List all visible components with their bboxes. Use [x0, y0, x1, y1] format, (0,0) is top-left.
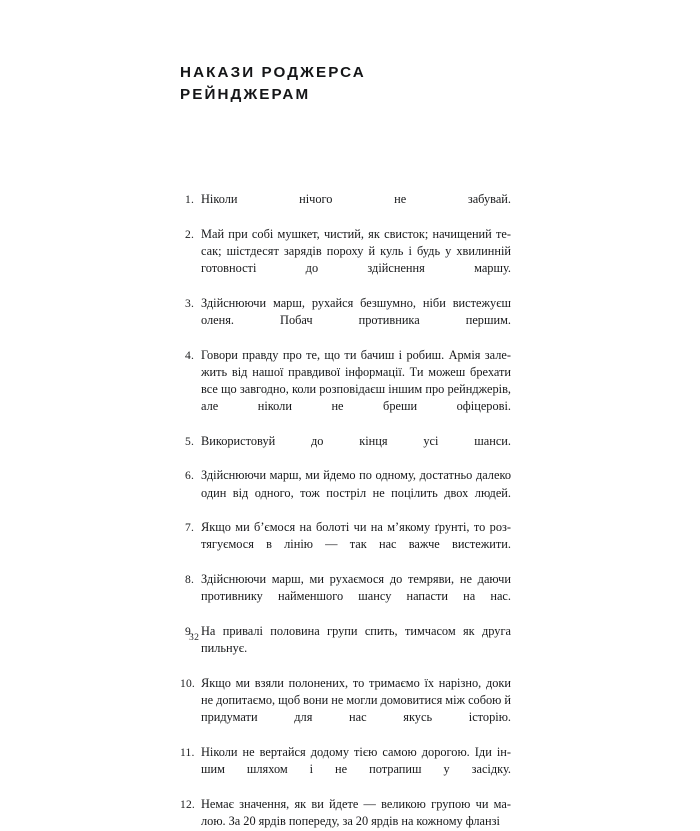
- list-item-text: Ніколи нічого не забувай.: [201, 192, 511, 206]
- page-title-line-1: НАКАЗИ РОДЖЕРСА: [180, 64, 366, 81]
- page-title: [180, 62, 560, 105]
- list-item-text: Немає значення, як ви йдете — великою групою чи малою. За 20 ярдів попереду, за 20 ярдів на кожному фланзі: [201, 796, 511, 828]
- list-item-text: Використовуй до кінця усі шанси.: [201, 433, 511, 448]
- list-item: [180, 467, 511, 518]
- list-item-text: Говори правду про те, що ти бачиш і робиш. Армія залежить від нашої правдивої інформації. Ти можеш брехати все що завгодно, коли розповідаєш іншим про рейнджерів, але ніколи не бреши офіцерові.: [201, 347, 511, 413]
- list-item-number: 6.: [185, 469, 194, 483]
- list-item-text: Ніколи не вертайся додому тією самою дорогою. Іди іншим шляхом і не потрапиш у засідку.: [201, 744, 511, 777]
- list-item: [180, 191, 511, 225]
- list-item: [180, 295, 511, 346]
- list-item-text: Здійснюючи марш, ми йдемо по одному, достатньо далеко один від одного, тож постріл не поцілить двох людей.: [201, 468, 511, 500]
- list-item-number: 8.: [185, 573, 194, 587]
- list-item-number: 10.: [180, 676, 195, 690]
- list-item: [180, 571, 511, 622]
- list-item-text: Якщо ми взяли полонених, то тримаємо їх нарізно, доки не допитаємо, щоб вони не могли домовитися між собою й придумати для нас якусь історію.: [201, 675, 511, 725]
- list-item-number: 5.: [185, 434, 194, 448]
- list-item-text: Май при собі мушкет, чистий, як свисток; начищений тесак; шістдесят зарядів пороху й куль і будь у хвилинній готовності до здійснення маршу.: [201, 226, 511, 275]
- list-item-number: 1.: [185, 193, 194, 206]
- list-item-text: Здійснюючи марш, рухайся безшумно, ніби вистежуєш оленя. Побач противника першим.: [201, 295, 511, 327]
- list-item-number: 12.: [180, 797, 195, 811]
- list-item: [180, 796, 511, 830]
- page-title-line-2: РЕЙНДЖЕРАМ: [180, 85, 311, 103]
- list-item-text: Якщо ми б’ємося на болоті чи на м’якому ґрунті, то розтягуємося в лінію — так нас важче вистежити.: [201, 520, 511, 552]
- list-item: [180, 226, 511, 294]
- list-item: [180, 675, 511, 743]
- list-item: [180, 433, 511, 467]
- list-item-number: 7.: [185, 521, 194, 535]
- list-item-text: Здійснюючи марш, ми рухаємося до темряви, не даючи противнику найменшого шансу напасти на нас.: [201, 572, 511, 604]
- page-number: 32: [189, 632, 200, 643]
- list-item-number: 11.: [180, 745, 195, 759]
- list-item: [180, 744, 511, 795]
- list-item-number: 4.: [185, 348, 194, 362]
- list-item-text: На привалі половина групи спить, тимчасом як друга пильнує.: [201, 624, 511, 656]
- list-item: [180, 519, 511, 570]
- list-item-number: 2.: [185, 227, 194, 241]
- list-item-number: 3.: [185, 296, 194, 310]
- list-item: [180, 623, 511, 674]
- list-item: [180, 347, 511, 432]
- list-item-number: 9.: [185, 625, 194, 639]
- orders-list: [180, 191, 511, 831]
